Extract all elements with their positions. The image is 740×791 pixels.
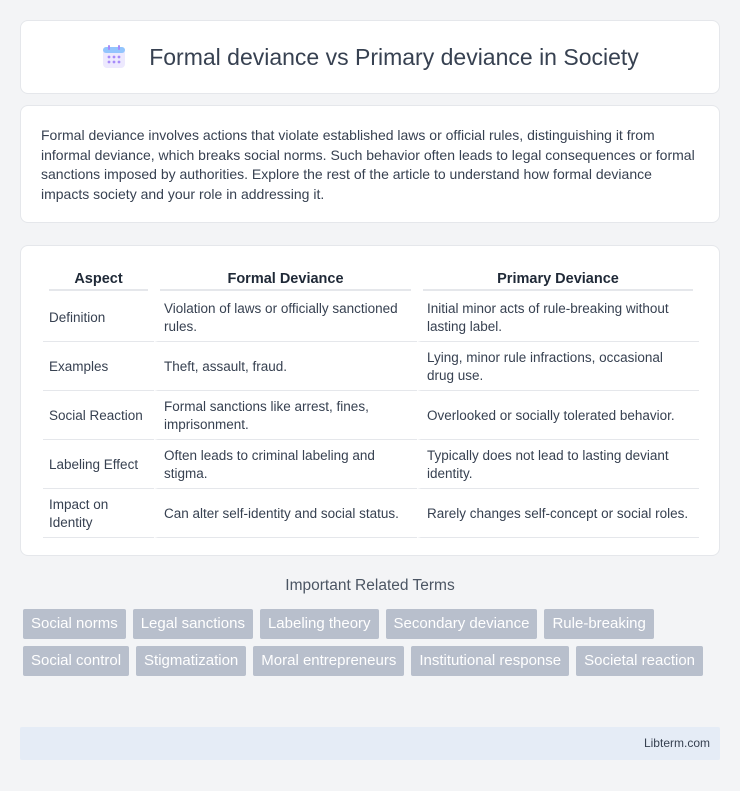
- tag-social-control[interactable]: Social control: [23, 646, 129, 676]
- tag-moral-entrepreneurs[interactable]: Moral entrepreneurs: [253, 646, 404, 676]
- footer-site-link[interactable]: Libterm.com: [643, 736, 710, 750]
- intro-paragraph: Formal deviance involves actions that violate established laws or official rules, distinguishing it from informal deviance, which breaks social norms. Such behavior often leads to legal consequences or formal sanctions imposed by authorities. Explore the rest of the article to understand how formal deviance impacts society and your role in addressing it.: [41, 127, 695, 202]
- row-aspect: Labeling Effect: [43, 440, 154, 489]
- header-aspect: Aspect: [43, 267, 154, 293]
- tag-stigmatization[interactable]: Stigmatization: [136, 646, 246, 676]
- row-formal: Can alter self-identity and social status.: [154, 489, 417, 538]
- row-aspect: Examples: [43, 342, 154, 391]
- tag-institutional-response[interactable]: Institutional response: [411, 646, 569, 676]
- title-card: [20, 20, 720, 94]
- row-formal: Violation of laws or officially sanctioned rules.: [154, 293, 417, 342]
- tag-social-norms[interactable]: Social norms: [23, 609, 126, 639]
- calendar-grid-icon: [101, 44, 127, 70]
- row-aspect: Social Reaction: [43, 391, 154, 440]
- intro-card: [20, 105, 720, 223]
- tag-rule-breaking[interactable]: Rule-breaking: [544, 609, 653, 639]
- row-primary: Typically does not lead to lasting deviant identity.: [417, 440, 699, 489]
- page-title: Formal deviance vs Primary deviance in Society: [149, 43, 639, 70]
- row-formal: Theft, assault, fraud.: [154, 342, 417, 391]
- table-row: [43, 391, 699, 440]
- row-primary: Overlooked or socially tolerated behavior.: [417, 391, 699, 440]
- row-formal: Formal sanctions like arrest, fines, imprisonment.: [154, 391, 417, 440]
- row-formal: Often leads to criminal labeling and stigma.: [154, 440, 417, 489]
- row-primary: Initial minor acts of rule-breaking without lasting label.: [417, 293, 699, 342]
- tag-secondary-deviance[interactable]: Secondary deviance: [386, 609, 538, 639]
- comparison-table: [43, 267, 699, 538]
- row-aspect: Impact on Identity: [43, 489, 154, 538]
- header-formal-deviance: Formal Deviance: [154, 267, 417, 293]
- table-header-row: [43, 267, 699, 293]
- header-primary-deviance: Primary Deviance: [417, 267, 699, 293]
- title-wrap: [101, 44, 639, 71]
- related-terms-title: Important Related Terms: [285, 577, 455, 594]
- tag-societal-reaction[interactable]: Societal reaction: [576, 646, 703, 676]
- row-primary: Lying, minor rule infractions, occasional drug use.: [417, 342, 699, 391]
- table-row: [43, 293, 699, 342]
- tag-labeling-theory[interactable]: Labeling theory: [260, 609, 379, 639]
- row-aspect: Definition: [43, 293, 154, 342]
- tag-legal-sanctions[interactable]: Legal sanctions: [133, 609, 253, 639]
- row-primary: Rarely changes self-concept or social roles.: [417, 489, 699, 538]
- table-row: [43, 342, 699, 391]
- footer: [20, 727, 720, 760]
- comparison-table-card: [20, 245, 720, 556]
- related-terms-tags: [23, 609, 723, 676]
- table-row: [43, 489, 699, 538]
- table-row: [43, 440, 699, 489]
